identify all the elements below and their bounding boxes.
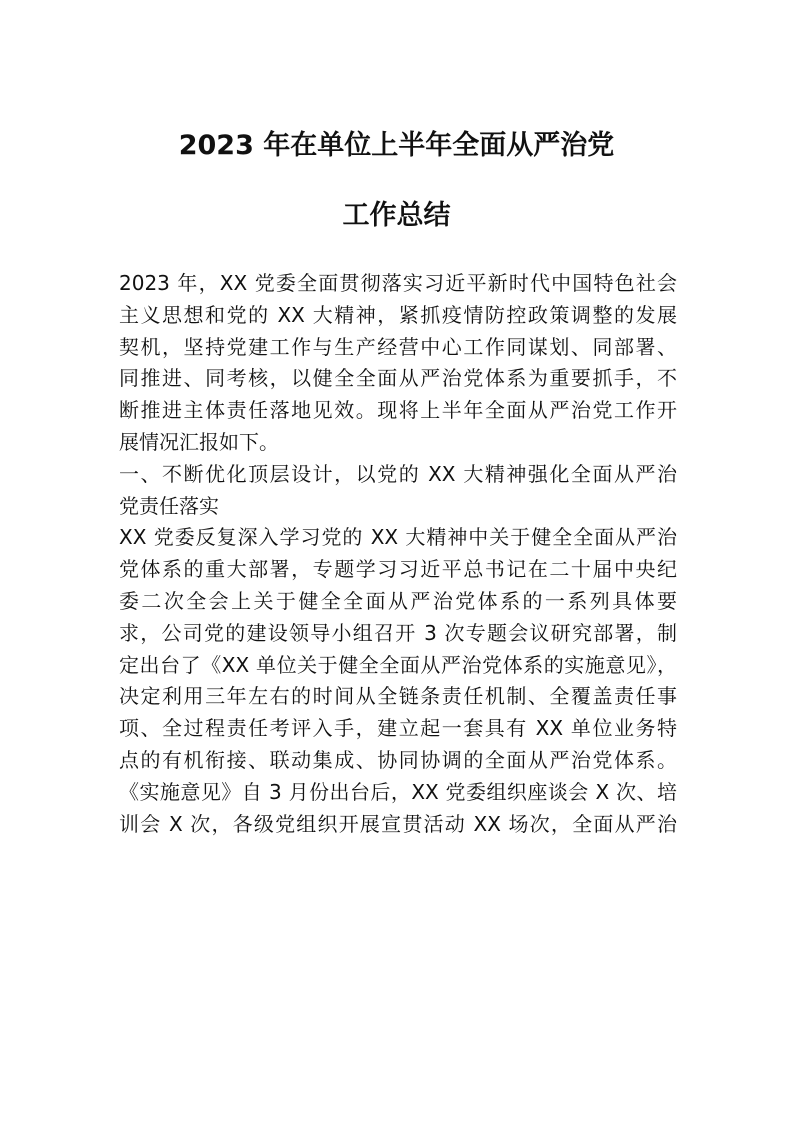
body-line: 《实施意见》自 3 月份出台后，XX 党委组织座谈会 X 次、培 [119,779,677,804]
body-line: 党体系的重大部署，专题学习习近平总书记在二十届中央纪 [119,557,677,582]
body-line: 点的有机衔接、联动集成、协同协调的全面从严治党体系。 [119,747,677,772]
body-line: 同推进、同考核，以健全全面从严治党体系为重要抓手，不 [119,366,677,391]
body-line: XX 党委反复深入学习党的 XX 大精神中关于健全全面从严治 [119,525,677,550]
body-line: 展情况汇报如下。 [119,429,279,454]
body-line: 契机，坚持党建工作与生产经营中心工作同谋划、同部署、 [119,334,677,359]
body-line: 定出台了《XX 单位关于健全全面从严治党体系的实施意见》， [119,652,677,677]
section-heading-line: 党责任落实 [119,493,219,518]
document-title-line-2: 工作总结 [342,200,451,231]
document-body [119,268,677,840]
body-line: 训会 X 次，各级党组织开展宣贯活动 XX 场次，全面从严治 [119,811,677,836]
body-line: 决定利用三年左右的时间从全链条责任机制、全覆盖责任事 [119,684,677,709]
body-line: 2023 年，XX 党委全面贯彻落实习近平新时代中国特色社会 [119,271,677,295]
body-line: 求，公司党的建设领导小组召开 3 次专题会议研究部署，制 [119,620,677,645]
body-line: 断推进主体责任落地见效。现将上半年全面从严治党工作开 [119,398,677,423]
body-line: 项、全过程责任考评入手，建立起一套具有 XX 单位业务特 [119,716,677,741]
body-line: 主义思想和党的 XX 大精神，紧抓疫情防控政策调整的发展 [119,302,677,327]
document-title-line-1: 2023 年在单位上半年全面从严治党 [178,130,615,161]
section-heading-line: 一、不断优化顶层设计，以党的 XX 大精神强化全面从严治 [119,461,677,486]
body-line: 委二次全会上关于健全全面从严治党体系的一系列具体要 [119,588,677,613]
